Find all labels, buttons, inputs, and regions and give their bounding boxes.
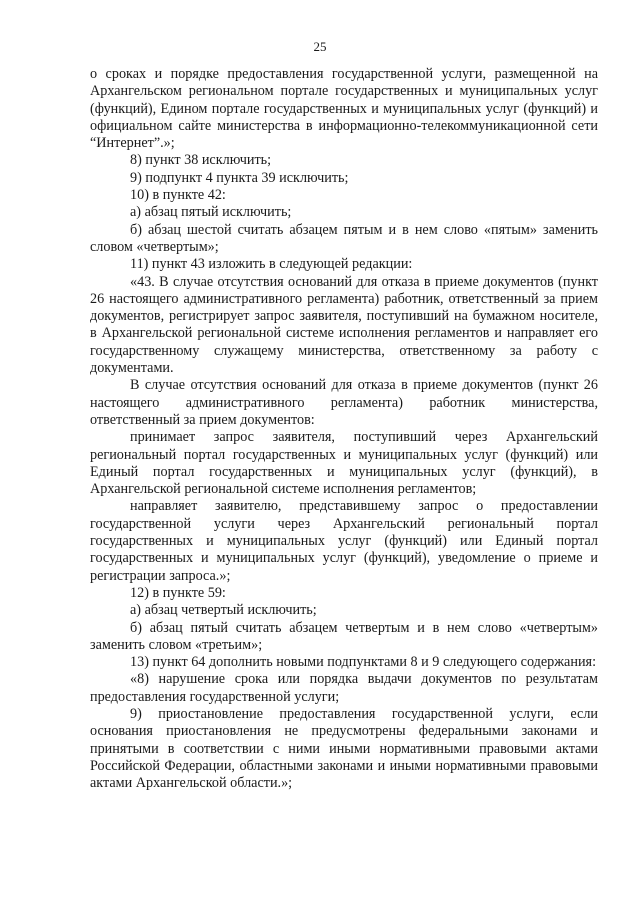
paragraph: а) абзац четвертый исключить;	[130, 602, 317, 619]
paragraph: направляет заявителю, представившему запрос о предоставлении государственной услуги через Архангельский региональный портал государственных и муниципальных услуг (функций) или Единый портал государственных и муниципальных услуг (функций), уведомление о приеме и регистрации запроса.»;	[90, 498, 598, 584]
paragraph: 9) приостановление предоставления государственной услуги, если основания приостановления не предусмотрены федеральными законами и принятыми в соответствии с ними иными нормативными правовыми актами Российской Федерации, областными законами и иными нормативными правовыми актами Архангельской области.»;	[90, 705, 598, 792]
paragraph: 13) пункт 64 дополнить новыми подпунктами 8 и 9 следующего содержания:	[130, 654, 597, 671]
paragraph: «43. В случае отсутствия оснований для отказа в приеме документов (пункт 26 настоящего административного регламента) работник, ответственный за прием документов, регистрирует запрос заявителя, поступивший на бумажном носителе, в Архангельской региональной системе исполнения регламентов и направляет его государственному служащему министерства, ответственному за работу с документами.	[90, 273, 598, 377]
paragraph: «8) нарушение срока или порядка выдачи документов по результатам предоставления государственной услуги;	[90, 671, 598, 705]
paragraph: о сроках и порядке предоставления государственной услуги, размещенной на Архангельском региональном портале государственных и муниципальных услуг (функций), Едином портале государственных и муниципальных услуг (функций) и официальном сайте министерства в информационно-телекоммуникационной сети “Интернет”.»;	[90, 66, 598, 152]
paragraph: б) абзац пятый считать абзацем четвертым и в нем слово «четвертым» заменить словом «третьим»;	[90, 619, 598, 653]
page-number: 25	[313, 39, 327, 54]
paragraph: а) абзац пятый исключить;	[130, 204, 292, 221]
paragraph: 10) в пункте 42:	[130, 187, 226, 204]
paragraph: 9) подпункт 4 пункта 39 исключить;	[130, 169, 349, 186]
paragraph: 12) в пункте 59:	[130, 584, 226, 601]
paragraph: 8) пункт 38 исключить;	[130, 152, 272, 169]
paragraph: б) абзац шестой считать абзацем пятым и в нем слово «пятым» заменить словом «четвертым»;	[90, 221, 598, 255]
paragraph: В случае отсутствия оснований для отказа в приеме документов (пункт 26 настоящего административного регламента) работник министерства, ответственный за прием документов:	[90, 377, 598, 428]
paragraph: 11) пункт 43 изложить в следующей редакции:	[130, 256, 413, 273]
document-body	[90, 66, 598, 792]
paragraph: принимает запрос заявителя, поступивший через Архангельский региональный портал государственных и муниципальных услуг (функций) или Единый портал государственных и муниципальных услуг (функций), в Архангельской региональной системе исполнения регламентов;	[90, 429, 598, 498]
